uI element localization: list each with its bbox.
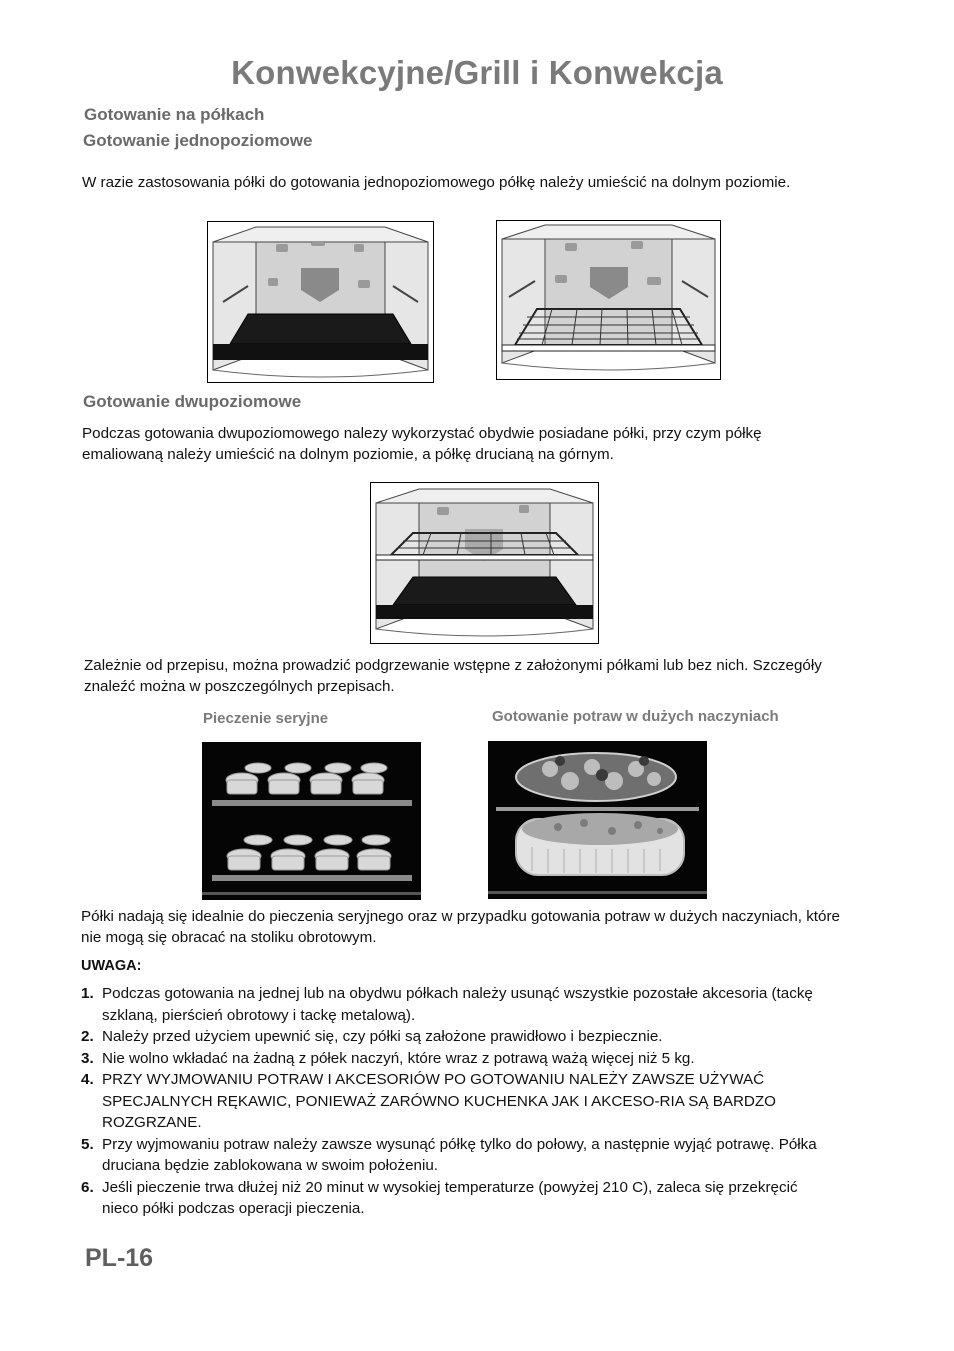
oven-illustration-wire-rack bbox=[496, 220, 721, 380]
warning-label: UWAGA: bbox=[81, 958, 142, 974]
warning-item bbox=[81, 1177, 831, 1220]
preheat-note-paragraph: Zależnie od przepisu, można prowadzić podgrzewanie wstępne z założonymi półkami lub bez nich. Szczegóły znaleźć można w poszczególnych przepisach. bbox=[84, 657, 822, 695]
photo-caption-batch-baking: Pieczenie seryjne bbox=[203, 710, 329, 727]
oven-tray-drawing bbox=[208, 222, 433, 382]
warning-item bbox=[81, 1026, 831, 1048]
photo-caption-large-dishes: Gotowanie potraw w dużych naczyniach bbox=[492, 708, 779, 725]
warning-item-number: 3. bbox=[81, 1049, 94, 1067]
oven-illustration-two-levels bbox=[370, 482, 599, 644]
two-level-paragraph: Podczas gotowania dwupoziomowego nalezy wykorzystać obydwie posiadane półki, przy czym półkę emaliowaną należy umieścić na dolnym poziomie, a półkę drucianą na górnym. bbox=[82, 425, 762, 463]
warning-item-text: Nie wolno wkładać na żadną z półek naczyń, które wraz z potrawą ważą więcej niż 5 kg. bbox=[102, 1049, 695, 1067]
page-title: Konwekcyjne/Grill i Konwekcja bbox=[231, 54, 723, 91]
muffins-photo bbox=[202, 742, 421, 900]
warning-list bbox=[81, 983, 831, 1220]
subsection-heading-single-level: Gotowanie jednopoziomowe bbox=[83, 131, 313, 150]
warning-item-text: Jeśli pieczenie trwa dłużej niż 20 minut w wysokiej temperaturze (powyżej 210 C), zaleca się przekręcić nieco półki podczas operacji pieczenia. bbox=[102, 1178, 798, 1217]
warning-item bbox=[81, 1048, 831, 1070]
oven-rack-drawing bbox=[497, 221, 720, 379]
single-level-paragraph: W razie zastosowania półki do gotowania jednopoziomowego półkę należy umieścić na dolnym poziomie. bbox=[82, 174, 791, 191]
section-heading: Gotowanie na półkach bbox=[84, 105, 265, 124]
warning-item bbox=[81, 1069, 831, 1134]
warning-item-text: Należy przed użyciem upewnić się, czy półki są założone prawidłowo i bezpiecznie. bbox=[102, 1028, 663, 1045]
photo-batch-baking bbox=[202, 742, 421, 900]
warning-item bbox=[81, 983, 831, 1026]
warning-item-number: 2. bbox=[81, 1028, 94, 1045]
warning-item-text: Podczas gotowania na jednej lub na obydwu półkach należy usunąć wszystkie pozostałe akcesoria (tackę szklaną, pierścień obrotowy i tackę metalową). bbox=[102, 985, 813, 1024]
warning-item-number: 4. bbox=[81, 1071, 94, 1088]
summary-paragraph: Półki nadają się idealnie do pieczenia seryjnego oraz w przypadku gotowania potraw w dużych naczyniach, które nie mogą się obracać na stoliku obrotowym. bbox=[81, 908, 840, 946]
oven-two-level-drawing bbox=[371, 483, 598, 643]
warning-item-number: 1. bbox=[81, 985, 94, 1002]
warning-item-text: Przy wyjmowaniu potraw należy zawsze wysunąć półkę tylko do połowy, a następnie wyjąć potrawę. Półka druciana będzie zablokowana w swoim położeniu. bbox=[102, 1135, 817, 1174]
warning-item-number: 6. bbox=[81, 1178, 94, 1196]
photo-large-dishes bbox=[488, 741, 707, 899]
warning-item-text: PRZY WYJMOWANIU POTRAW I AKCESORIÓW PO GOTOWANIU NALEŻY ZAWSZE UŻYWAĆ SPECJALNYCH RĘKAWIC, PONIEWAŻ ZARÓWNO KUCHENKA JAK I AKCESO-RIA SĄ BARDZO ROZGRZANE. bbox=[102, 1071, 776, 1131]
page-number: PL-16 bbox=[85, 1244, 154, 1272]
casserole-photo bbox=[488, 741, 707, 899]
warning-item bbox=[81, 1134, 831, 1177]
oven-illustration-enamel-tray bbox=[207, 221, 434, 383]
subsection-heading-two-level: Gotowanie dwupoziomowe bbox=[83, 392, 302, 411]
warning-item-number: 5. bbox=[81, 1135, 94, 1153]
